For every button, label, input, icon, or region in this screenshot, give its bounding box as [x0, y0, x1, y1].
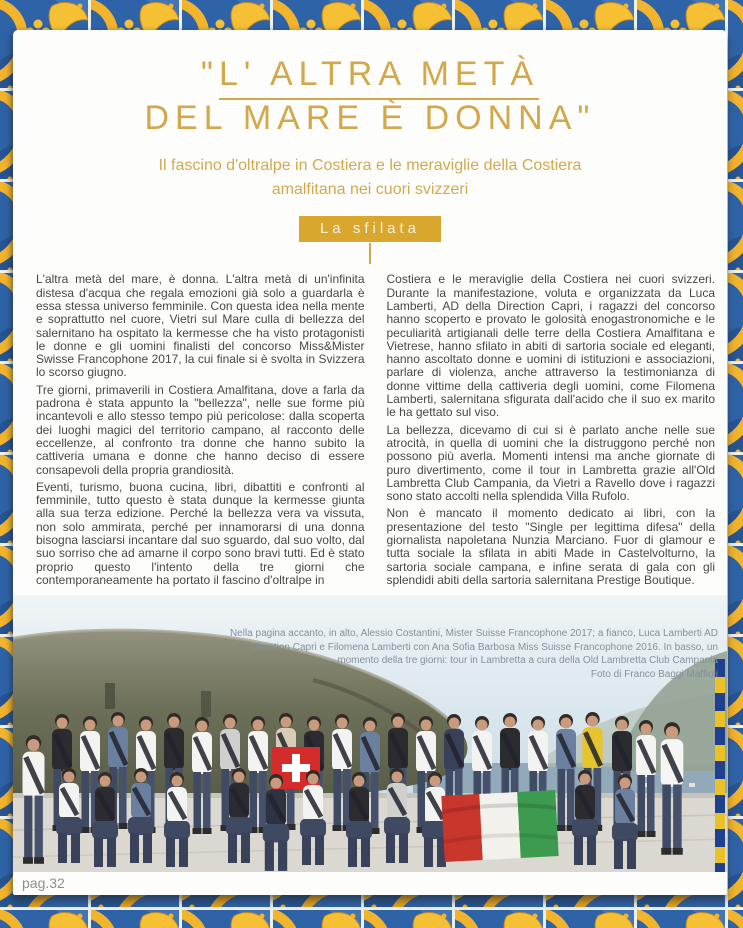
paragraph: Non è mancato il momento dedicato ai libri, con la presentazione del testo "Single per legittima difesa" della giornalista napoletana Nunzia Marciano. Fuor di glamour e tutta sociale la sfilata in abiti Made in Castelvolturno, la sartoria sociale campana, e infine serata di gala con gli splendidi abiti della sartoria salernitana Prestige Boutique.: [386, 506, 715, 587]
page: [13, 30, 727, 895]
paragraph: La bellezza, dicevamo di cui si è parlato anche nelle sue atrocità, in quella di uomini che la distruggono perché non possono più averla. Momenti intensi ma anche giornate di puro divertimento, come il tour in Lambretta grazie all'Old Lambretta Club Campania, da Vietri a Ravello dove i ragazzi sono stato accolti nella splendida Villa Rufolo.: [386, 422, 715, 504]
banner-tail-line: [369, 243, 371, 264]
caption-text: Nella pagina accanto, in alto, Alessio Costantini, Mister Suisse Francophone 2017; a fianco, Luca Lamberti AD Direction Capri e Filomena Lamberti con Ana Sofia Barbosa Miss Suisse Francophone 2016. In basso, un momento della tre giorni: tour in Lambretta a cura della Old Lambretta Club Campania: [229, 628, 718, 666]
section-banner: La sfilata: [299, 216, 441, 242]
paragraph: Tre giorni, primaverili in Costiera Amalfitana, dove a farla da padrona è stata appunto la "bellezza", nelle sue forme più incantevoli e allo stesso tempo più pericolose: dalla scoperta dei luoghi magici del territorio campano, al racconto delle eccellenze, al confronto tra donne che hanno subito la cattiveria umana e donne che hanno deciso di essere consapevoli della propria grandiosità.: [36, 382, 365, 477]
group-photo: [13, 595, 727, 872]
photo-caption: [228, 627, 718, 681]
page-number: pag.32: [22, 875, 65, 891]
article-title: [13, 30, 727, 140]
paragraph: L'altra metà del mare, è donna. L'altra metà di un'infinita distesa d'acqua che regala emozioni già solo a guardarla è essa stessa universo femminile. Con questa idea nella mente e soprattutto nel cuore, Vietri sul Mare culla di bellezza del salernitano ha ospitato la kermesse che ha visto protagonisti le donne e gli uomini finalisti del concorso Miss&Mister Swisse Francophone 2017, la cui finale si è svolta in Svizzera lo scorso giugno.: [36, 272, 365, 380]
paragraph: Eventi, turismo, buona cucina, libri, dibattiti e confronti al femminile, tutto questo è stata dunque la kermesse giunta alla sua terza edizione. Perché la bellezza vera va vissuta, non solo ammirata, perché per innamorarsi di una donna bisogna lasciarsi incantare dal suo sguardo, dal suo volto, dal suo sorriso che ad amarne il corpo sono bravi tutti. Ed è stato proprio questo l'intento della tre giorni che contemporaneamente ha portato il fascino d'oltralpe in: [36, 479, 365, 587]
title-line-2: DEL MARE È DONNA": [144, 99, 596, 138]
article-header: [13, 30, 727, 264]
title-line-1: "L' ALTRA METÀ: [13, 52, 727, 96]
paragraph: Costiera e le meraviglie della Costiera nei cuori svizzeri. Durante la manifestazione, voluta e organizzata da Luca Lamberti, AD della Direction Capri, i ragazzi del concorso hanno scoperto e provato le golosità enogastronomiche e le peculiarità artigianali delle terre della Costiera Amalfitana e Vietrese, hanno sfilato in abiti di sartoria sociale ed eleganti, hanno ascoltato donne e uomini di istituzioni e associazioni, parlare di violenza, anche attraverso la testimonianza di donne vittime della cattiveria degli uomini, come Filomena Lamberti, salernitana sfigurata dall'acido che il suo ex marito le ha gettato sul viso.: [386, 272, 715, 420]
italian-flag-icon: [441, 790, 558, 862]
photo-credit: Foto di Franco Baggi Maffioli: [590, 668, 718, 680]
article-body: [13, 264, 727, 591]
right-column: [387, 273, 716, 591]
left-column: [36, 273, 365, 591]
striped-pole: [715, 659, 725, 872]
article-subtitle: Il fascino d'oltralpe in Costiera e le meraviglie della Costiera amalfitana nei cuori svizzeri: [158, 157, 582, 199]
